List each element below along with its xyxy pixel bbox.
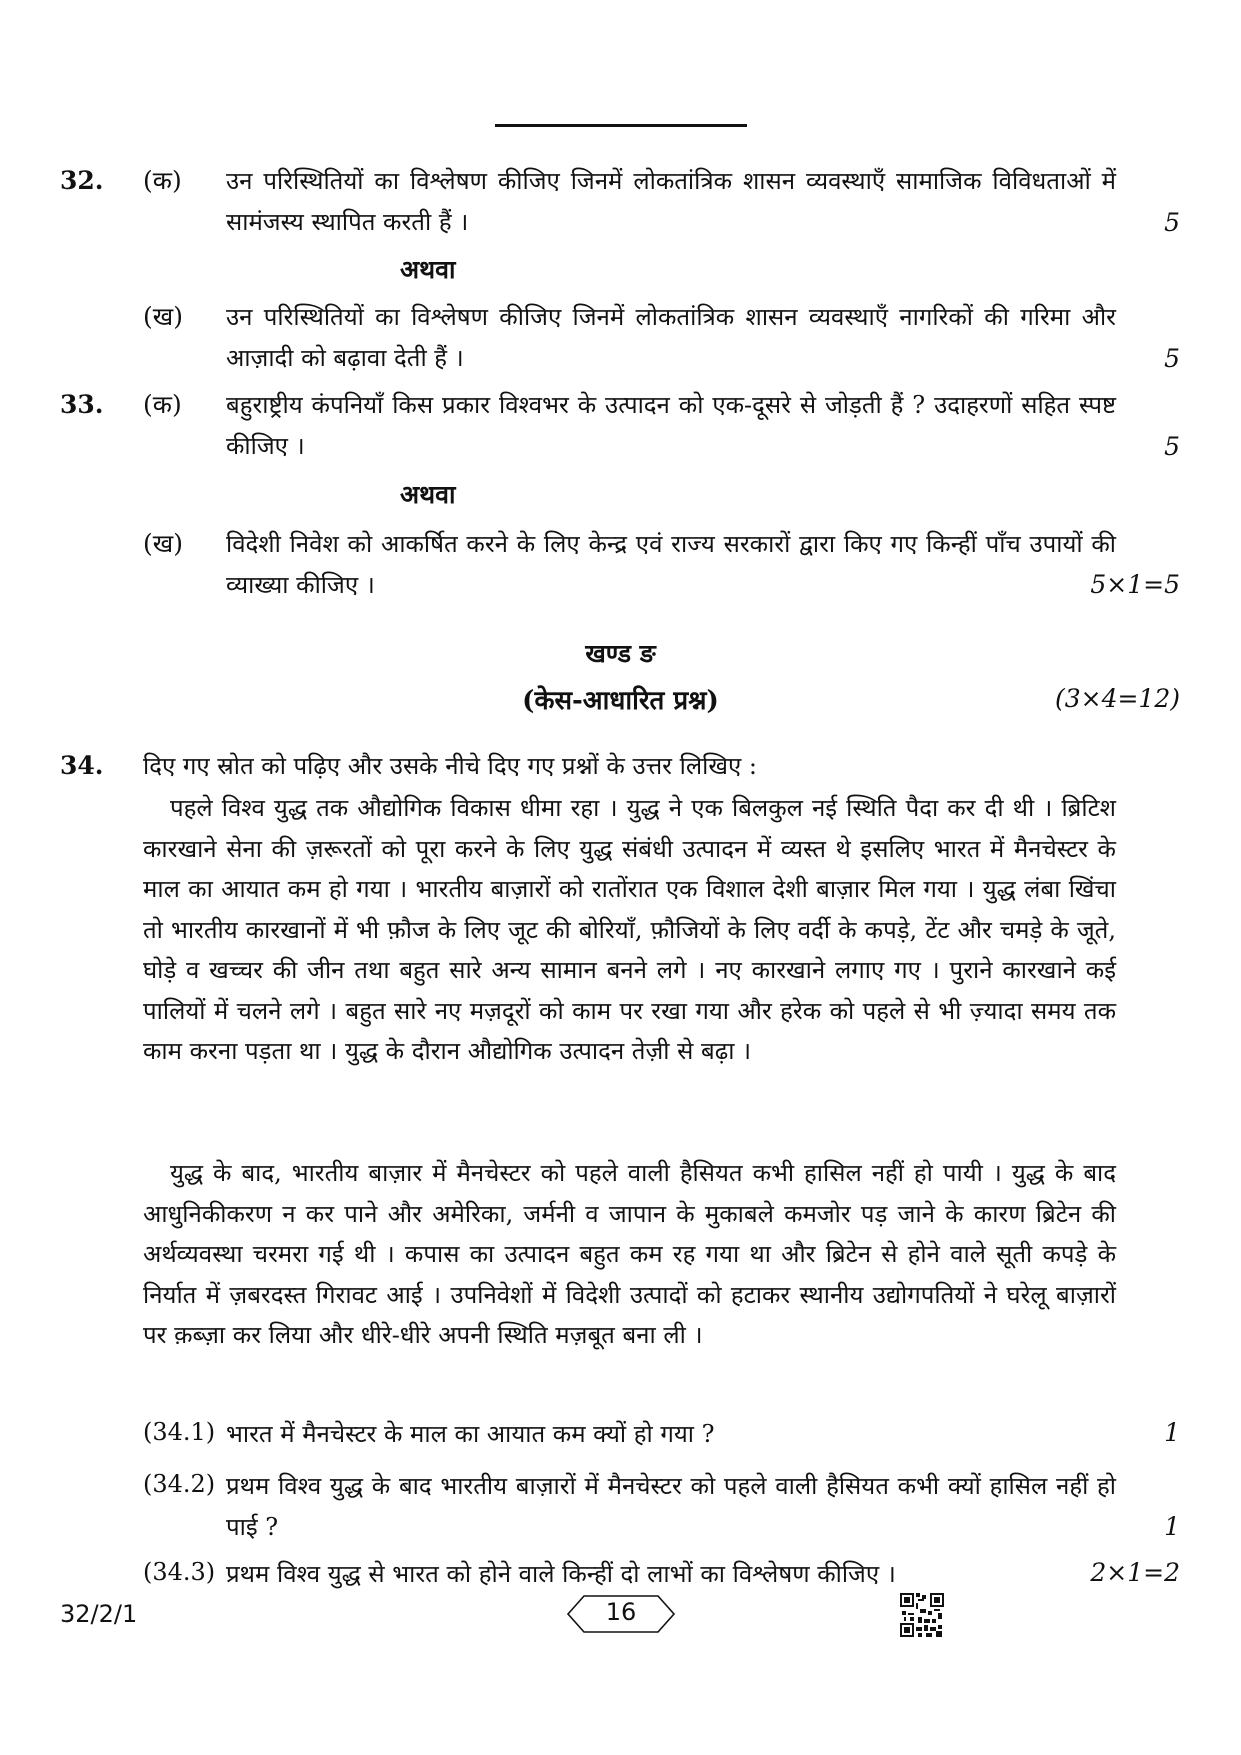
section-title: खण्ड ङ (585, 639, 656, 668)
section-subtitle: (केस-आधारित प्रश्न) (522, 686, 719, 716)
sub-question-1-number: (34.1) (143, 1418, 216, 1446)
question-33a-marks: 5 (1164, 432, 1180, 461)
question-34-number: 34. (60, 751, 104, 780)
sub-question-3-number: (34.3) (143, 1558, 216, 1586)
question-33b-label: (ख) (143, 529, 183, 558)
source-paragraph-1: पहले विश्व युद्ध तक औद्योगिक विकास धीमा रहा । युद्ध ने एक बिलकुल नई स्थिति पैदा कर दी थी । ब्रिटिश कारखाने सेना की ज़रूरतों को पूरा करने के लिए युद्ध संबंधी उत्पादन में व्यस्त थे इसलिए भारत में मैनचेस्टर के माल का आयात कम हो गया । भारतीय बाज़ारों को रातोंरात एक विशाल देशी बाज़ार मिल गया । युद्ध लंबा खिंचा तो भारतीय कारखानों में भी फ़ौज के लिए जूट की बोरियाँ, फ़ौजियों के लिए वर्दी के कपड़े, टेंट और चमड़े के जूते, घोड़े व खच्चर की जीन तथा बहुत सारे अन्य सामान बनने लगे । नए कारखाने लगाए गए । पुराने कारखाने कई पालियों में चलने लगे । बहुत सारे नए मज़दूरों को काम पर रखा गया और हरेक को पहले से भी ज़्यादा समय तक काम करना पड़ता था । युद्ध के दौरान औद्योगिक उत्पादन तेज़ी से बढ़ा । (143, 794, 1116, 1065)
question-33-number: 33. (60, 390, 104, 419)
page-number: 16 (605, 1598, 637, 1626)
source-paragraph-2: युद्ध के बाद, भारतीय बाज़ार में मैनचेस्टर को पहले वाली हैसियत कभी हासिल नहीं हो पायी । युद्ध के बाद आधुनिकीकरण न कर पाने और अमेरिका, जर्मनी व जापान के मुकाबले कमजोर पड़ जाने के कारण ब्रिटेन की अर्थव्यवस्था चरमरा गई थी । कपास का उत्पादन बहुत कम रह गया था और ब्रिटेन से होने वाले सूती कपड़े के निर्यात में ज़बरदस्त गिरावट आई । उपनिवेशों में विदेशी उत्पादों को हटाकर स्थानीय उद्योगपतियों ने घरेलू बाज़ारों पर क़ब्ज़ा कर लिया और धीरे-धीरे अपनी स्थिति मज़बूत बना ली । (143, 1159, 1116, 1349)
sub-question-3-marks: 2×1=2 (1090, 1558, 1180, 1587)
question-34-intro: दिए गए स्रोत को पढ़िए और उसके नीचे दिए गए प्रश्नों के उत्तर लिखिए : (143, 752, 757, 780)
question-32-number: 32. (60, 166, 104, 195)
question-32a-marks: 5 (1164, 208, 1180, 237)
question-32a-label: (क) (143, 166, 182, 195)
section-marks: (3×4=12) (1054, 684, 1180, 713)
sub-question-3-text: प्रथम विश्व युद्ध से भारत को होने वाले किन्हीं दो लाभों का विश्लेषण कीजिए । (226, 1560, 896, 1588)
page-number-badge (566, 1594, 676, 1634)
question-33a-text: बहुराष्ट्रीय कंपनियाँ किस प्रकार विश्वभर के उत्पादन को एक-दूसरे से जोड़ती हैं ? उदाहरणों सहित स्पष्ट कीजिए । (226, 391, 1116, 460)
question-33a-label: (क) (143, 390, 182, 419)
question-33b-text: विदेशी निवेश को आकर्षित करने के लिए केन्द्र एवं राज्य सरकारों द्वारा किए गए किन्हीं पाँच उपायों की व्याख्या कीजिए । (226, 530, 1116, 599)
sub-question-2-marks: 1 (1164, 1512, 1180, 1541)
question-32-or: अथवा (400, 255, 456, 284)
sub-question-2-number: (34.2) (143, 1470, 216, 1498)
sub-question-2-text: प्रथम विश्व युद्ध के बाद भारतीय बाज़ारों में मैनचेस्टर को पहले वाली हैसियत कभी क्यों हासिल नहीं हो पाई ? (226, 1472, 1116, 1541)
top-rule (495, 124, 747, 127)
sub-question-1-text: भारत में मैनचेस्टर के माल का आयात कम क्यों हो गया ? (226, 1420, 715, 1448)
question-32a-text: उन परिस्थितियों का विश्लेषण कीजिए जिनमें लोकतांत्रिक शासन व्यवस्थाएँ सामाजिक विविधताओं में सामंजस्य स्थापित करती हैं । (226, 167, 1116, 236)
question-33b-marks: 5×1=5 (1090, 570, 1180, 599)
paper-code: 32/2/1 (60, 1600, 138, 1628)
sub-question-1-marks: 1 (1164, 1418, 1180, 1447)
question-32b-text: उन परिस्थितियों का विश्लेषण कीजिए जिनमें लोकतांत्रिक शासन व्यवस्थाएँ नागरिकों की गरिमा और आज़ादी को बढ़ावा देती हैं । (226, 303, 1116, 372)
question-33-or: अथवा (400, 480, 456, 509)
qr-code-icon (900, 1593, 944, 1637)
question-32b-label: (ख) (143, 302, 183, 331)
question-32b-marks: 5 (1164, 344, 1180, 373)
